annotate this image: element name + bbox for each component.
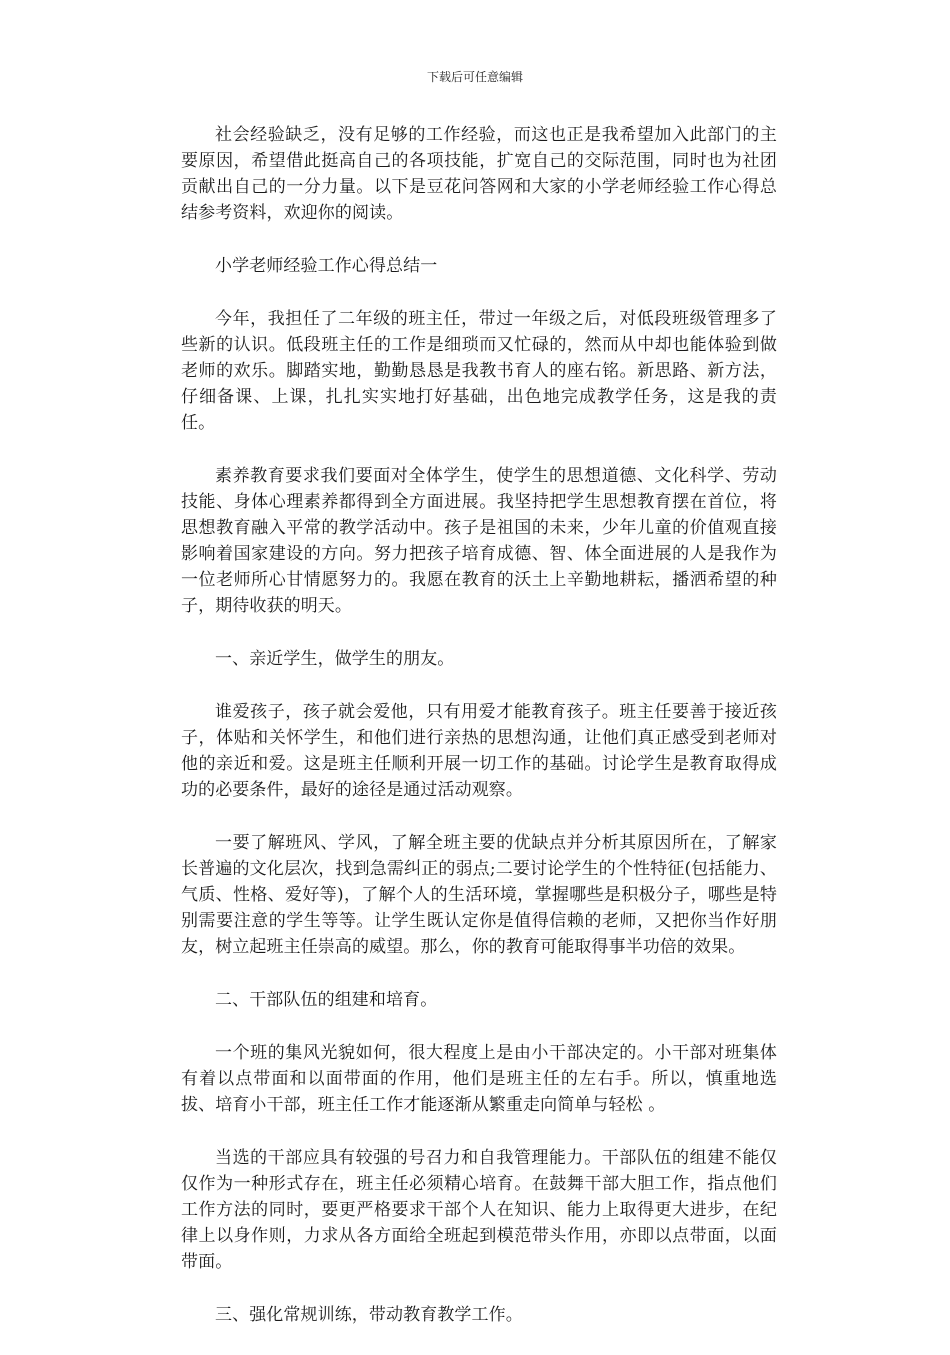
- intro-paragraph: 社会经验缺乏，没有足够的工作经验，而这也正是我希望加入此部门的主要原因，希望借此挺高自己的各项技能，扩宽自己的交际范围，同时也为社团贡献出自己的一分力量。以下是豆花问答网和大家的小学老师经验工作心得总结参考资料，欢迎你的阅读。: [181, 125, 777, 223]
- body-paragraph: 今年，我担任了二年级的班主任，带过一年级之后，对低段班级管理多了些新的认识。低段班主任的工作是细琐而又忙碌的，然而从中却也能体验到做老师的欢乐。脚踏实地，勤勤恳恳是我教书育人的座右铭。新思路、新方法，仔细备课、上课，扎扎实实地打好基础，出色地完成教学任务，这是我的责任。: [181, 309, 777, 433]
- body-paragraph: 当选的干部应具有较强的号召力和自我管理能力。干部队伍的组建不能仅仅作为一种形式存在，班主任必须精心培育。在鼓舞干部大胆工作，指点他们工作方法的同时，要更严格要求干部个人在知识、能力上取得更大进步，在纪律上以身作则，力求从各方面给全班起到模范带头作用，亦即以点带面，以面带面。: [181, 1148, 777, 1272]
- section-heading: 二、干部队伍的组建和培育。: [215, 990, 438, 1010]
- body-paragraph: 一个班的集风光貌如何，很大程度上是由小干部决定的。小干部对班集体有着以点带面和以面带面的作用，他们是班主任的左右手。所以，慎重地选拔、培育小干部，班主任工作才能逐渐从繁重走向简单与轻松 。: [181, 1043, 777, 1115]
- body-paragraph: 素养教育要求我们要面对全体学生，使学生的思想道德、文化科学、劳动技能、身体心理素养都得到全方面进展。我坚持把学生思想教育摆在首位，将思想教育融入平常的教学活动中。孩子是祖国的未来，少年儿童的价值观直接影响着国家建设的方向。努力把孩子培育成德、智、体全面进展的人是我作为一位老师所心甘情愿努力的。我愿在教育的沃土上辛勤地耕耘，播洒希望的种子，期待收获的明天。: [181, 466, 777, 616]
- section-heading: 三、强化常规训练，带动教育教学工作。: [215, 1305, 523, 1325]
- body-paragraph: 谁爱孩子，孩子就会爱他，只有用爱才能教育孩子。班主任要善于接近孩子，体贴和关怀学生，和他们进行亲热的思想沟通，让他们真正感受到老师对他的亲近和爱。这是班主任顺利开展一切工作的基础。讨论学生是教育取得成功的必要条件，最好的途径是通过活动观察。: [181, 702, 777, 800]
- page-header: 下载后可任意编辑: [426, 70, 523, 84]
- body-paragraph: 一要了解班风、学风，了解全班主要的优缺点并分析其原因所在，了解家长普遍的文化层次，找到急需纠正的弱点;二要讨论学生的个性特征(包括能力、气质、性格、爱好等)，了解个人的生活环境，掌握哪些是积极分子，哪些是特别需要注意的学生等等。让学生既认定你是值得信赖的老师，又把你当作好朋友，树立起班主任崇高的威望。那么，你的教育可能取得事半功倍的效果。: [181, 833, 777, 957]
- section-title: 小学老师经验工作心得总结一: [215, 256, 438, 276]
- document-body: [181, 122, 777, 1355]
- section-heading: 一、亲近学生，做学生的朋友。: [215, 649, 455, 669]
